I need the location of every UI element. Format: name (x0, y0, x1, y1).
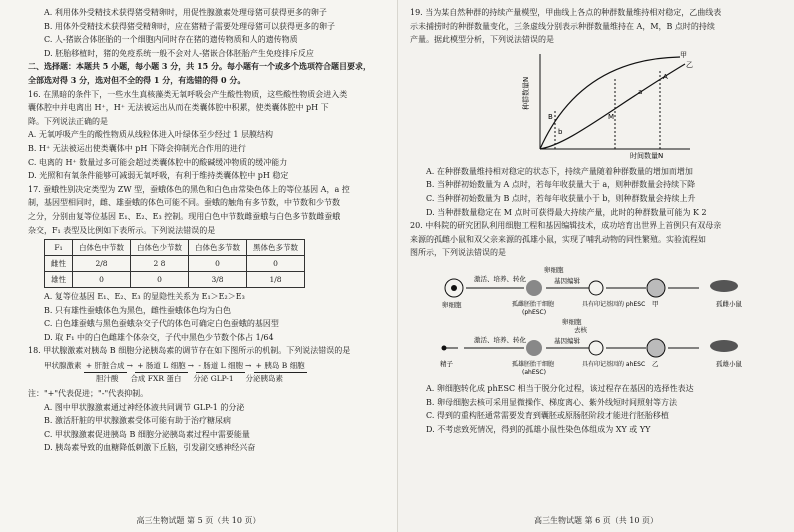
fig19-ylabel: 种群数量N (522, 76, 530, 110)
label-A: A (663, 72, 668, 81)
page-footer-right: 高三生物试题 第 6 页（共 10 页） (534, 516, 658, 525)
ahesc-cells-icon (526, 340, 542, 356)
label-B: B (548, 112, 553, 121)
pathway-note: 注："+"代表促进；"-"代表抑制。 (28, 389, 149, 399)
text-line: 18. 甲状腺激素对胰岛 B 细胞分泌胰岛素的调节存在如下图所示的机制。下列说法错误的是 (28, 346, 351, 356)
text-line: 图所示，下列说法错误的是 (410, 248, 506, 258)
r1-step2: 基因编辑 (554, 276, 580, 285)
egg-enucleated-icon (589, 341, 603, 355)
mouse-cloning-figure (424, 262, 782, 382)
text-line: A. 复等位基因 E₁、E₂、E₃ 的显隐性关系为 E₁＞E₂＞E₃ (44, 292, 245, 302)
pathway-step-2-top: + 肠道 L 细胞 (135, 360, 187, 373)
text-line: B. 用体外受精技术获得猪受精卵时，应在猪精子需要处理母猪可以获得更多的卵子 (44, 21, 335, 31)
r1-res: 具有印记基因的 phESC (582, 300, 646, 308)
text-line: 二、选择题：本题共 5 小题，每小题 3 分，共 15 分。每小题有一个或多个选项符合题目要求， (28, 61, 371, 72)
r2-step2: 基因编辑 (554, 336, 580, 345)
text-line: D. 胰岛素导致的血糖降低刺激下丘脑，引发副交感神经兴奋 (44, 443, 256, 453)
text-line: D. 胚胎移植时，猪的免疫系统一般不会对人-猪嵌合体胚胎产生免疫排斥反应 (44, 48, 314, 58)
label-jia: 甲 (680, 50, 687, 59)
question-19-options (410, 165, 782, 219)
question-17 (28, 183, 389, 237)
r1-animal: 孤雌小鼠 (716, 299, 742, 308)
table-cell: 0 (247, 256, 305, 272)
pathway-step-1-top: + 肝脏合成 (84, 360, 127, 373)
text-line: B. 卵母细胞去核可采用显微操作、梯度离心、紫外线短时间照射等方法 (426, 397, 677, 407)
table-header-cell: 黑体色多节数 (247, 240, 305, 256)
section-2-header (28, 60, 389, 87)
text-line: A. 利用体外受精技术获得猪受精卵时，用促性腺激素处理母猪可获得更多的卵子 (44, 8, 327, 17)
egg-small-icon (589, 281, 603, 295)
q15-options (28, 6, 389, 60)
text-line: 示未捕捞时的种群数量变化，三条虚线分别表示种群数量维持在 A，M，B 点时的持续 (410, 21, 715, 31)
text-line: C. 甲状腺激素促进胰岛 B 细胞分泌胰岛素过程中需要能量 (44, 429, 250, 439)
question-20 (410, 219, 782, 260)
text-line: 来源的孤雌小鼠和双父亲来源的孤雄小鼠，实现了哺乳动物的同性繁殖。实验流程如 (410, 234, 706, 244)
question-17-options (28, 290, 389, 344)
r2-embryo: 乙 (652, 359, 659, 368)
pathway-step-3-bottom: 分泌 GLP-1 (193, 374, 234, 384)
pathway-step-1-bottom: 胆汁酸 (96, 374, 119, 384)
text-line: D. 不考虑致死情况，得到的孤雄小鼠性染色体组成为 XY 或 YY (426, 424, 651, 434)
fig19-xlabel: 时间数量N (630, 151, 664, 159)
label-b: b (558, 127, 563, 136)
table-header-cell: 白体色少节数 (131, 240, 189, 256)
table-header-cell: 白体色中节数 (73, 240, 131, 256)
text-line: C. 电离的 H⁺ 数量过多可能会超过类囊体腔中的酸碱缓冲物质的缓冲能力 (28, 157, 288, 167)
table-cell: 0 (189, 256, 247, 272)
text-line: 降。下列说法正确的是 (28, 116, 108, 126)
text-line: B. H⁺ 无法被运出使类囊体中 pH 下降会抑制光合作用的进行 (28, 143, 246, 153)
text-line: 16. 在黑暗的条件下，一些水生真核藻类无氧呼吸会产生酸性物质，这些酸性物质会进入类 (28, 89, 348, 99)
thyroid-pathway: 甲状腺激素 + 肝脏合成 → + 肠道 L 细胞 → - 肠道 L 细胞 → + 胰岛 B 细胞 胆汁酸 合成 FXR 蛋白 分泌 GLP-1 分泌胰岛素 (44, 361, 305, 384)
embryo-jia-icon (647, 279, 665, 297)
text-line: 17. 蚕蛾性别决定类型为 ZW 型，蚕蛾体色的黑色和白色由常染色体上的等位基因 A，a 控 (28, 184, 350, 194)
pathway-step-2-bottom: 合成 FXR 蛋白 (130, 374, 182, 384)
table-header-row (45, 240, 305, 256)
text-line: 之分，分别由复等位基因 E₁、E₂、E₃ 控制。现用白色中节数雌蚕蛾与白色多节数雌蚕蛾 (28, 211, 341, 221)
question-19 (410, 6, 782, 47)
text-line: C. 白色雄蚕蛾与黑色蚕蛾杂交子代的体色可确定白色蚕蛾的基因型 (44, 319, 279, 329)
text-line: 囊体腔中并电离出 H⁺，H⁺ 无法被运出从而在类囊体腔中积累，使类囊体腔中 pH 下 (28, 103, 329, 113)
f1-table (44, 239, 305, 288)
yield-model-figure (520, 49, 782, 163)
text-line: A. 在种群数量维持相对稳定的状态下，持续产量随着种群数量的增加而增加 (426, 166, 693, 176)
text-line: 19. 当为某自然种群的持续产量模型，甲曲线上各点的种群数量维持相对稳定，乙曲线表 (410, 8, 722, 17)
text-line: B. 只有雄性蚕蛾体色为黑色，雌性蚕蛾体色均为白色 (44, 305, 231, 315)
table-cell: 3/8 (189, 272, 247, 288)
text-line: 制，基因型相同时，雌、雄蚕蛾的体色可能不同。蚕蛾的触角有多节数，中节数和少节数 (28, 198, 340, 208)
question-16 (28, 88, 389, 183)
text-line: A. 卵细胞转化成 phESC 相当于脱分化过程，该过程存在基因的选择性表达 (426, 383, 694, 393)
r1-mid-sub: (phESC) (522, 308, 547, 316)
question-18-options (28, 401, 389, 455)
question-18 (28, 344, 389, 358)
text-line: D. 当种群数量稳定在 M 点时可获得最大持续产量，此时的种群数量可能为 K 2 (426, 207, 707, 217)
text-line: C. 人-猪嵌合体胚胎的一个细胞内同时存在猪的遗传物质和人的遗传物质 (44, 35, 298, 45)
r2-step1: 激活、培养、转化 (474, 335, 526, 344)
r2-mid: 孤雄胚胎干细胞 (512, 360, 555, 368)
text-line: C. 当种群初始数量为 B 点时，若每年收获量小于 b，则种群数量会持续上升 (426, 193, 696, 203)
table-cell: 雌性 (45, 256, 73, 272)
table-row (45, 272, 305, 288)
text-line: 产量。据此模型分析，下列说法错误的是 (410, 35, 554, 45)
pathway-step-4-bottom: 分泌胰岛素 (245, 374, 284, 384)
r2-tag2: 去核 (574, 325, 587, 334)
r1-mid: 孤雌胚胎干细胞 (512, 300, 555, 308)
table-cell: 雄性 (45, 272, 73, 288)
r2-animal: 孤雄小鼠 (716, 359, 742, 368)
table-cell: 2/8 (73, 256, 131, 272)
text-line: B. 当种群初始数量为 A 点时，若每年收获量大于 a，则种群数量会持续下降 (426, 180, 696, 190)
table-header-cell: F₁ (45, 240, 73, 256)
mouse-icon (710, 340, 738, 352)
pathway-start: 甲状腺激素 (44, 361, 82, 371)
r1-step1: 激活、培养、转化 (474, 274, 526, 283)
embryo-yi-icon (647, 339, 665, 357)
mouse-icon (710, 280, 738, 292)
r1-start: 卵细胞 (442, 300, 462, 309)
r1-embryo: 甲 (652, 299, 659, 308)
text-line: D. 光照和有氧条件能够可减弱无氧呼吸，有利于维持类囊体腔中 pH 稳定 (28, 171, 289, 181)
table-cell: 0 (131, 272, 189, 288)
table-row (45, 256, 305, 272)
table-header-cell: 白体色多节数 (189, 240, 247, 256)
text-line: A. 无氧呼吸产生的酸性物质从线粒体进入叶绿体至少经过 1 层膜结构 (28, 130, 274, 140)
text-line: 全部选对得 3 分，选对但不全的得 1 分，有选错的得 0 分。 (28, 74, 246, 85)
right-page (397, 0, 794, 532)
r2-tag1: 卵细胞 (562, 317, 582, 326)
label-M: M (608, 112, 615, 121)
pathway-step-4-top: + 胰岛 B 细胞 (254, 360, 307, 373)
text-line: B. 激活肝脏的甲状腺激素受体可能有助于治疗糖尿病 (44, 416, 231, 426)
label-a: a (638, 87, 643, 96)
table-cell: 1/8 (247, 272, 305, 288)
table-cell: 0 (73, 272, 131, 288)
r1-tag: 卵细胞 (544, 265, 564, 274)
text-line: A. 图中甲状腺激素通过神经体液共同调节 GLP-1 的分泌 (44, 402, 245, 412)
label-yi: 乙 (686, 60, 693, 69)
text-line: 杂交，F₁ 表型及比例如下表所示。下列说法错误的是 (28, 225, 216, 235)
page-footer-left: 高三生物试题 第 5 页（共 10 页） (136, 516, 261, 525)
pathway-step-3-top: - 肠道 L 细胞 (196, 360, 245, 373)
table-cell: 2 8 (131, 256, 189, 272)
phesc-cells-icon (526, 280, 542, 296)
question-20-options (410, 382, 782, 436)
text-line: D. 取 F₁ 中的白色雌雄个体杂交，子代中黑色少节数个体占 1/64 (44, 332, 274, 342)
text-line: 20. 中科院的研究团队利用细胞工程和基因编辑技术，成功培育出世界上首例只有双母亲 (410, 221, 722, 231)
r2-mid-sub: (ahESC) (522, 368, 546, 376)
r2-start: 精子 (440, 359, 453, 368)
text-line: C. 得到的重构胚通常需要发育到囊胚或原肠胚阶段才能进行胚胎移植 (426, 411, 669, 421)
r2-res: 具有印记基因的 ahESC (582, 360, 646, 368)
